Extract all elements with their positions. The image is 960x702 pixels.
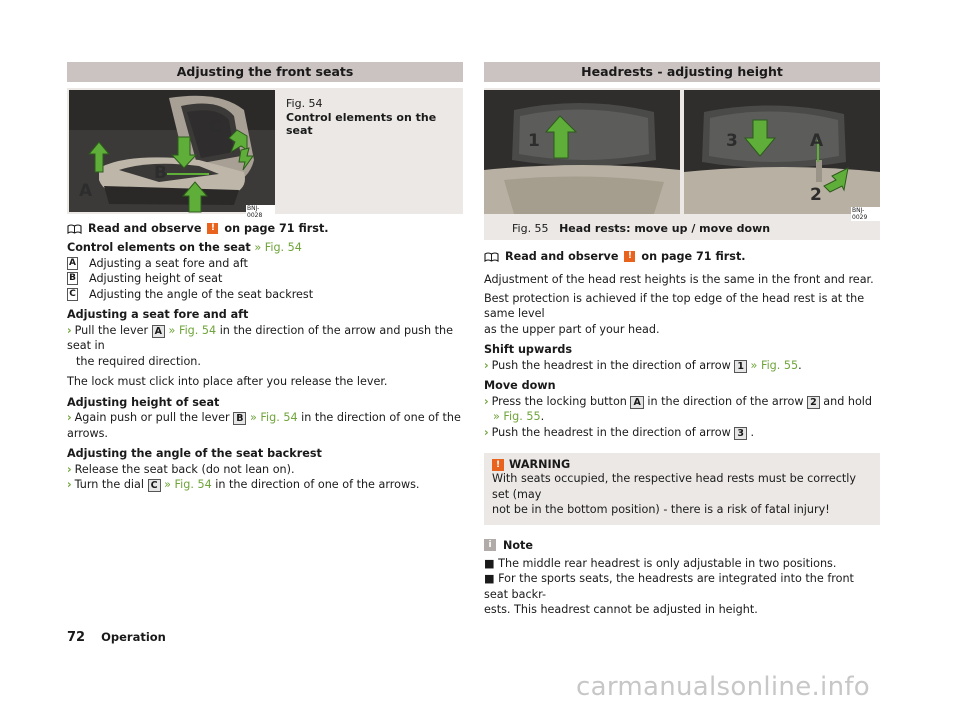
key-1: 1 <box>734 360 747 373</box>
link-fig-55[interactable]: » Fig. 55 <box>493 410 541 423</box>
link-fig-54[interactable]: » Fig. 54 <box>164 478 212 491</box>
note-item-1: ■ The middle rear headrest is only adjustable in two positions. <box>484 556 837 570</box>
warning-text-b: not be in the bottom position) - there is a risk of fatal injury! <box>492 503 830 516</box>
book-icon <box>67 224 82 234</box>
link-fig-54[interactable]: » Fig. 54 <box>250 411 298 424</box>
step-chevron-icon: › <box>484 358 489 372</box>
para-2a: Best protection is achieved if the top edge of the head rest is at the same level <box>484 291 865 320</box>
para-2b: as the upper part of your head. <box>484 322 660 336</box>
warning-text-a: With seats occupied, the respective head rests must be correctly set (may <box>492 472 857 501</box>
figure-number: Fig. 54 <box>286 97 323 110</box>
warning-label: WARNING <box>509 458 571 471</box>
down-step-2: › Push the headrest in the direction of arrow 3 . <box>484 425 755 439</box>
down-step-1: › Press the locking button A in the direction of the arrow 2 and hold <box>484 394 872 408</box>
section-title-headrests: Headrests - adjusting height <box>484 62 880 82</box>
warning-exclamation-icon: ! <box>624 251 635 262</box>
bullet-square-icon: ■ <box>484 556 495 570</box>
footer-section: Operation <box>101 630 166 644</box>
warning-title <box>492 458 872 471</box>
legend-text-b: Adjusting height of seat <box>89 272 223 285</box>
link-fig-54[interactable]: » Fig. 54 <box>168 323 217 337</box>
figure-label-1: 1 <box>528 131 540 151</box>
book-icon <box>484 252 499 262</box>
down-step-1-cont: » Fig. 55. <box>493 410 545 423</box>
figure-caption: Control elements on the seat <box>286 111 437 137</box>
figure-label-a: A <box>79 181 93 201</box>
bullet-square-icon: ■ <box>484 572 495 585</box>
key-a-right: A <box>630 396 643 409</box>
read-suffix: on page 71 first. <box>641 250 746 263</box>
legend-key-a: A <box>67 257 78 270</box>
note-item-2-cont: ests. This headrest cannot be adjusted in height. <box>484 603 758 616</box>
legend-key-b: B <box>67 272 78 285</box>
warning-exclamation-icon: ! <box>207 223 218 234</box>
warning-icon: ! <box>492 459 504 471</box>
legend-key-c: C <box>67 288 78 301</box>
read-prefix: Read and observe <box>88 222 202 235</box>
link-fig-54[interactable]: » Fig. 54 <box>254 241 302 254</box>
figure-label-2: 2 <box>810 185 822 205</box>
headrest-photo-down <box>684 90 880 221</box>
step-chevron-icon: › <box>67 411 72 424</box>
figure-label-c: C <box>209 117 222 137</box>
shift-step: › Push the headrest in the direction of arrow 1 » Fig. 55. <box>484 358 802 372</box>
read-prefix: Read and observe <box>505 250 619 263</box>
step-chevron-icon: › <box>484 394 489 408</box>
figure-label-3: 3 <box>726 131 738 151</box>
key-c: C <box>148 479 161 492</box>
figure-55 <box>484 88 880 240</box>
figure-code: BNJ-0029 <box>851 207 880 221</box>
legend-item-c <box>67 287 463 303</box>
seat-photo <box>69 90 275 219</box>
figure-caption: Head rests: move up / move down <box>559 222 771 235</box>
legend-text-c: Adjusting the angle of the seat backrest <box>89 287 314 301</box>
headrest-photo-up <box>484 90 680 214</box>
controls-heading: Control elements on the seat <box>67 241 251 254</box>
figure-code: BNJ-0028 <box>246 205 275 219</box>
step-chevron-icon: › <box>484 425 489 439</box>
legend-text-a: Adjusting a seat fore and aft <box>89 256 248 270</box>
figure-label-b: B <box>154 163 167 183</box>
page-number: 72 <box>67 630 86 645</box>
section-title-front-seats: Adjusting the front seats <box>67 62 463 82</box>
key-3: 3 <box>734 427 747 440</box>
down-heading: Move down <box>484 379 556 392</box>
note-item-2: ■ For the sports seats, the headrests are integrated into the front seat backr- <box>484 572 854 601</box>
right-column <box>484 62 880 618</box>
headrest-down-illustration <box>684 90 880 214</box>
headrest-up-illustration <box>484 90 680 214</box>
seat-illustration <box>69 90 275 212</box>
angle-heading: Adjusting the angle of the seat backrest <box>67 447 322 460</box>
angle-step-2: › Turn the dial C » Fig. 54 in the direction of one of the arrows. <box>67 478 420 491</box>
link-fig-55[interactable]: » Fig. 55 <box>750 358 799 372</box>
note-label: Note <box>503 538 533 552</box>
legend-item-b <box>67 271 463 287</box>
angle-step-1: › Release the seat back (do not lean on). <box>67 462 295 476</box>
key-a: A <box>152 325 165 338</box>
key-b: B <box>233 412 246 425</box>
fore-aft-step-cont: the required direction. <box>76 354 201 368</box>
figure-54 <box>67 88 463 219</box>
figure-55-caption-row <box>512 222 770 235</box>
height-heading: Adjusting height of seat <box>67 395 220 409</box>
note-title <box>484 539 880 552</box>
read-observe <box>484 250 880 263</box>
read-suffix: on page 71 first. <box>224 222 329 235</box>
left-column <box>67 62 463 493</box>
step-chevron-icon: › <box>67 462 72 476</box>
para-1: Adjustment of the head rest heights is the same in the front and rear. <box>484 273 874 286</box>
fore-aft-heading: Adjusting a seat fore and aft <box>67 308 249 321</box>
page-footer <box>67 630 166 645</box>
lock-text: The lock must click into place after you release the lever. <box>67 375 388 388</box>
warning-box <box>484 453 880 525</box>
figure-label-a-right: A <box>810 131 824 151</box>
fore-aft-step: › Pull the lever A » Fig. 54 in the direction of the arrow and push the seat in <box>67 323 454 352</box>
read-observe <box>67 222 463 235</box>
info-icon: i <box>484 539 496 551</box>
step-chevron-icon: › <box>67 478 72 491</box>
watermark: carmanualsonline.info <box>576 672 871 702</box>
step-chevron-icon: › <box>67 323 72 337</box>
shift-heading: Shift upwards <box>484 343 573 356</box>
key-2: 2 <box>807 396 820 409</box>
figure-number: Fig. 55 <box>512 222 549 235</box>
legend-item-a <box>67 256 463 272</box>
height-step: › Again push or pull the lever B » Fig. 54 in the direction of one of the arrows. <box>67 411 461 440</box>
